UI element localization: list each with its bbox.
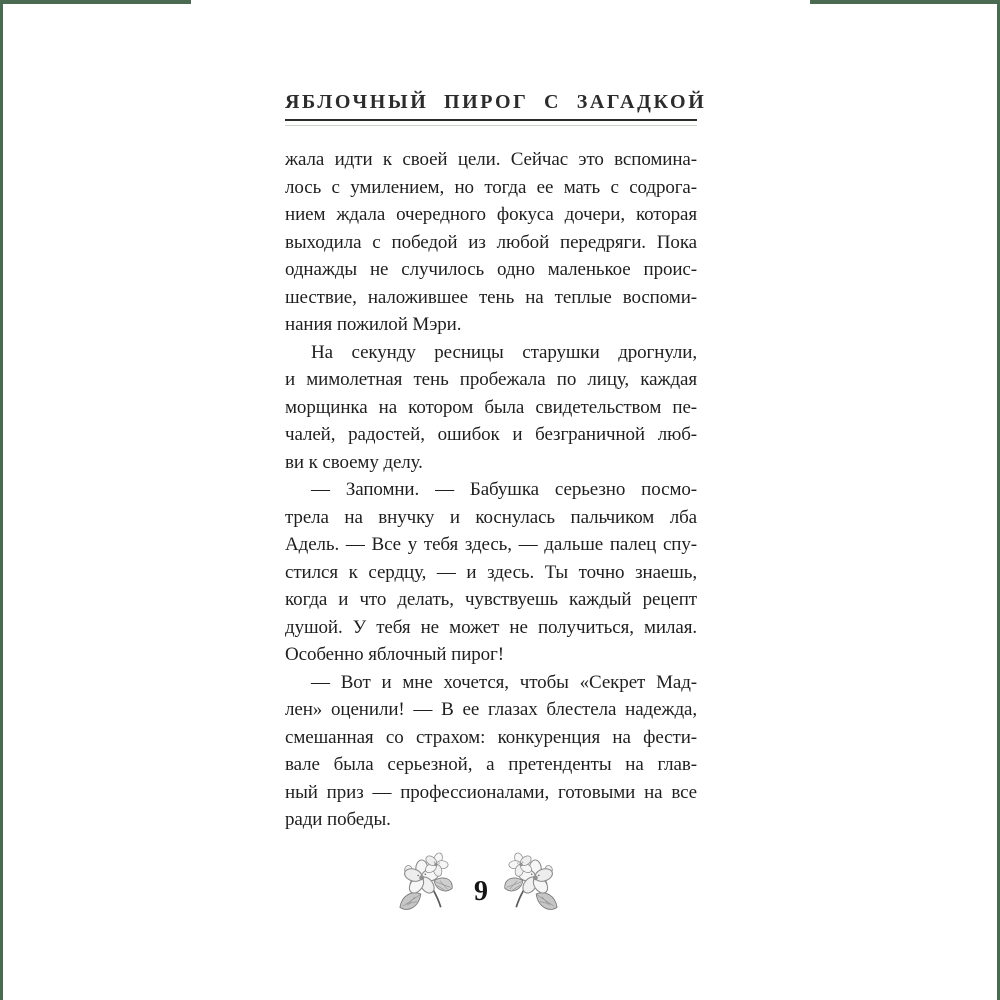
text-line: нания пожилой Мэри. (285, 314, 462, 335)
text-line: Адель. — Все у тебя здесь, — дальше палец спу- (285, 534, 697, 555)
text-line: чалей, радостей, ошибок и безграничной люб- (285, 424, 697, 445)
body-text (285, 146, 697, 834)
text-line: вале была серьезной, а претенденты на глав- (285, 754, 697, 775)
text-line: ный приз — профессионалами, готовыми на все (285, 781, 697, 803)
page-edge-left (0, 0, 3, 1000)
text-line: и мимолетная тень пробежала по лицу, каждая (285, 369, 697, 390)
apple-blossom-left-icon (398, 852, 455, 915)
text-line: лось с умилением, но тогда ее мать с содрога- (285, 176, 697, 198)
text-line: Особенно яблочный пирог! (285, 644, 504, 665)
text-line: однажды не случилось одно маленькое проис- (285, 259, 697, 280)
apple-blossom-right-icon (502, 852, 559, 915)
text-line: На секунду ресницы старушки дрогнули, (311, 341, 697, 363)
text-line: ви к своему делу. (285, 451, 423, 473)
text-line: выходила с победой из любой передряги. Пока (285, 231, 697, 253)
page-number: 9 (474, 876, 488, 907)
text-line: — Вот и мне хочется, чтобы «Секрет Мад- (311, 671, 697, 693)
text-line: морщинка на котором была свидетельством пе- (285, 396, 697, 418)
title-rule-faint (285, 125, 697, 126)
text-line: стился к сердцу, — и здесь. Ты точно знаешь, (285, 561, 697, 583)
text-line: шествие, наложившее тень на теплые воспоми- (285, 286, 697, 308)
chapter-title: ЯБЛОЧНЫЙ ПИРОГ С ЗАГАДКОЙ (285, 91, 707, 113)
page-edge-top-right (810, 0, 1000, 4)
chapter-header (285, 91, 707, 126)
text-line: когда и что делать, чувствуешь каждый рецепт (285, 589, 697, 610)
text-line: трела на внучку и коснулась пальчиком лба (285, 506, 697, 528)
text-line: жала идти к своей цели. Сейчас это вспомина- (285, 149, 697, 170)
text-line: — Запомни. — Бабушка серьезно посмо- (311, 479, 697, 500)
title-rule-dark (285, 119, 697, 121)
text-line: нием ждала очередного фокуса дочери, которая (285, 204, 697, 225)
text-line: ради победы. (285, 809, 391, 830)
page-edge-top-left (0, 0, 191, 4)
text-line: душой. У тебя не может не получиться, милая. (285, 616, 697, 638)
text-line: лен» оценили! — В ее глазах блестела надежда, (285, 699, 697, 720)
text-line: смешанная со страхом: конкуренция на фести- (285, 726, 697, 748)
